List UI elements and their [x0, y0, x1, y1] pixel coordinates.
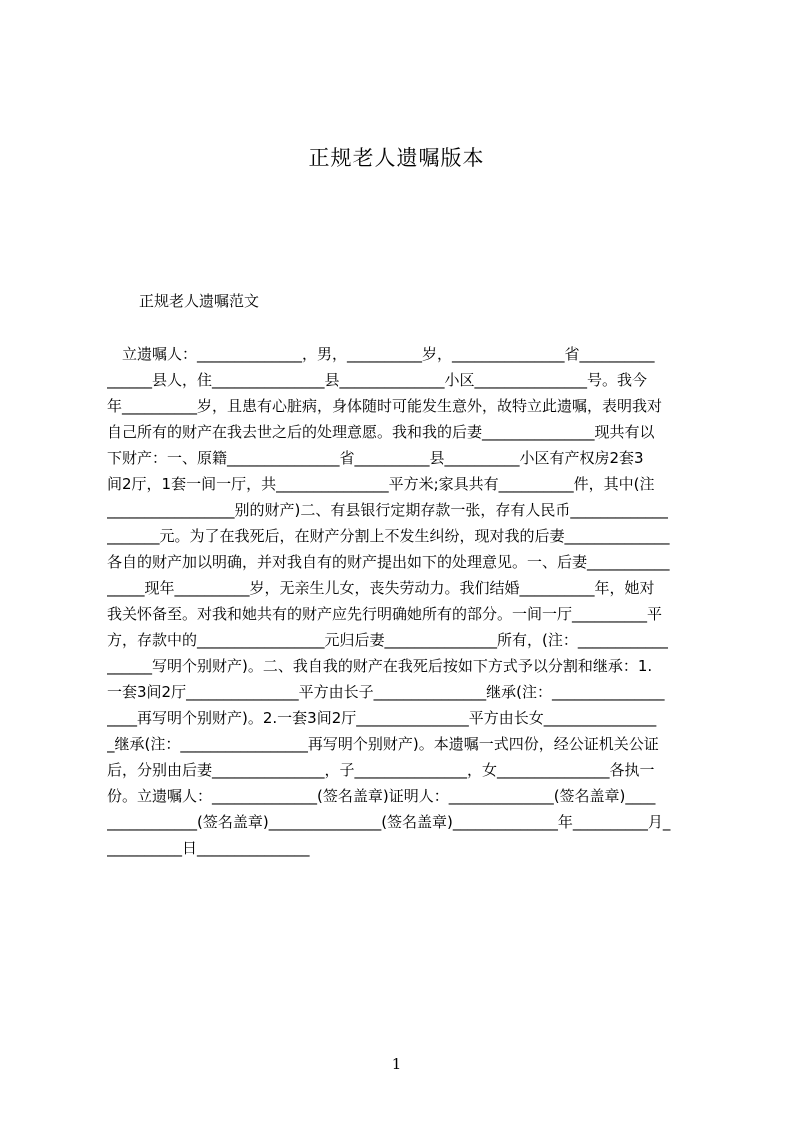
body-line: ____再写明个别财产)。2.一套3间2厅_______________平方由长女_______________ [107, 709, 657, 727]
body-line: 下财产：一、原籍_______________省__________县__________小区有产权房2套3 [107, 449, 644, 467]
body-line: 份。立遗嘱人：______________(签名盖章)证明人：______________(签名盖章)____ [107, 787, 656, 805]
body-line: _继承(注：_________________再写明个别财产)。本遗嘱一式四份，经公证机关公证 [107, 735, 659, 753]
body-line: _____现年__________岁，无亲生儿女，丧失劳动力。我们结婚__________年，她对 [107, 579, 655, 597]
body-line: 间2厅，1套一间一厅，共_______________平方米;家具共有__________件，其中(注 [107, 475, 655, 493]
will-body-text [107, 341, 697, 861]
body-line: 我关怀备至。对我和她共有的财产应先行明确她所有的部分。一间一厅__________平 [107, 605, 663, 623]
body-line: 一套3间2厅_______________平方由长子_______________继承(注：_______________ [107, 683, 665, 701]
body-line: __________日_______________ [107, 839, 310, 857]
document-title: 正规老人遗嘱版本 [308, 146, 485, 170]
body-line: 立遗嘱人：______________，男，__________岁，_______________省__________ [107, 345, 655, 363]
body-line: 年__________岁，且患有心脏病，身体随时可能发生意外，故特立此遗嘱，表明我对 [107, 397, 663, 415]
body-line: _______元。为了在我死后，在财产分割上不发生纠纷，现对我的后妻______________ [107, 527, 670, 545]
body-line: 自己所有的财产在我去世之后的处理意愿。我和我的后妻_______________现共有以 [107, 423, 655, 441]
body-line: ______写明个别财产)。二、我自我的财产在我死后按如下方式予以分割和继承：1. [107, 657, 653, 675]
body-line: ____________(签名盖章)_______________(签名盖章)______________年__________月_ [107, 813, 671, 831]
body-line: ______县人，住_______________县______________小区_______________号。我今 [107, 371, 648, 389]
body-line: _________________别的财产)二、有县银行定期存款一张，存有人民币_____________ [107, 501, 668, 519]
page-number: 1 [391, 1055, 402, 1073]
body-line: 后，分别由后妻_______________，子_______________，女_______________各执一 [107, 761, 655, 779]
body-line: 各自的财产加以明确，并对我自有的财产提出如下的处理意见。一、后妻___________ [107, 553, 670, 571]
document-subtitle: 正规老人遗嘱范文 [139, 292, 260, 310]
body-line: 方，存款中的_________________元归后妻_______________所有，(注：____________ [107, 631, 668, 649]
